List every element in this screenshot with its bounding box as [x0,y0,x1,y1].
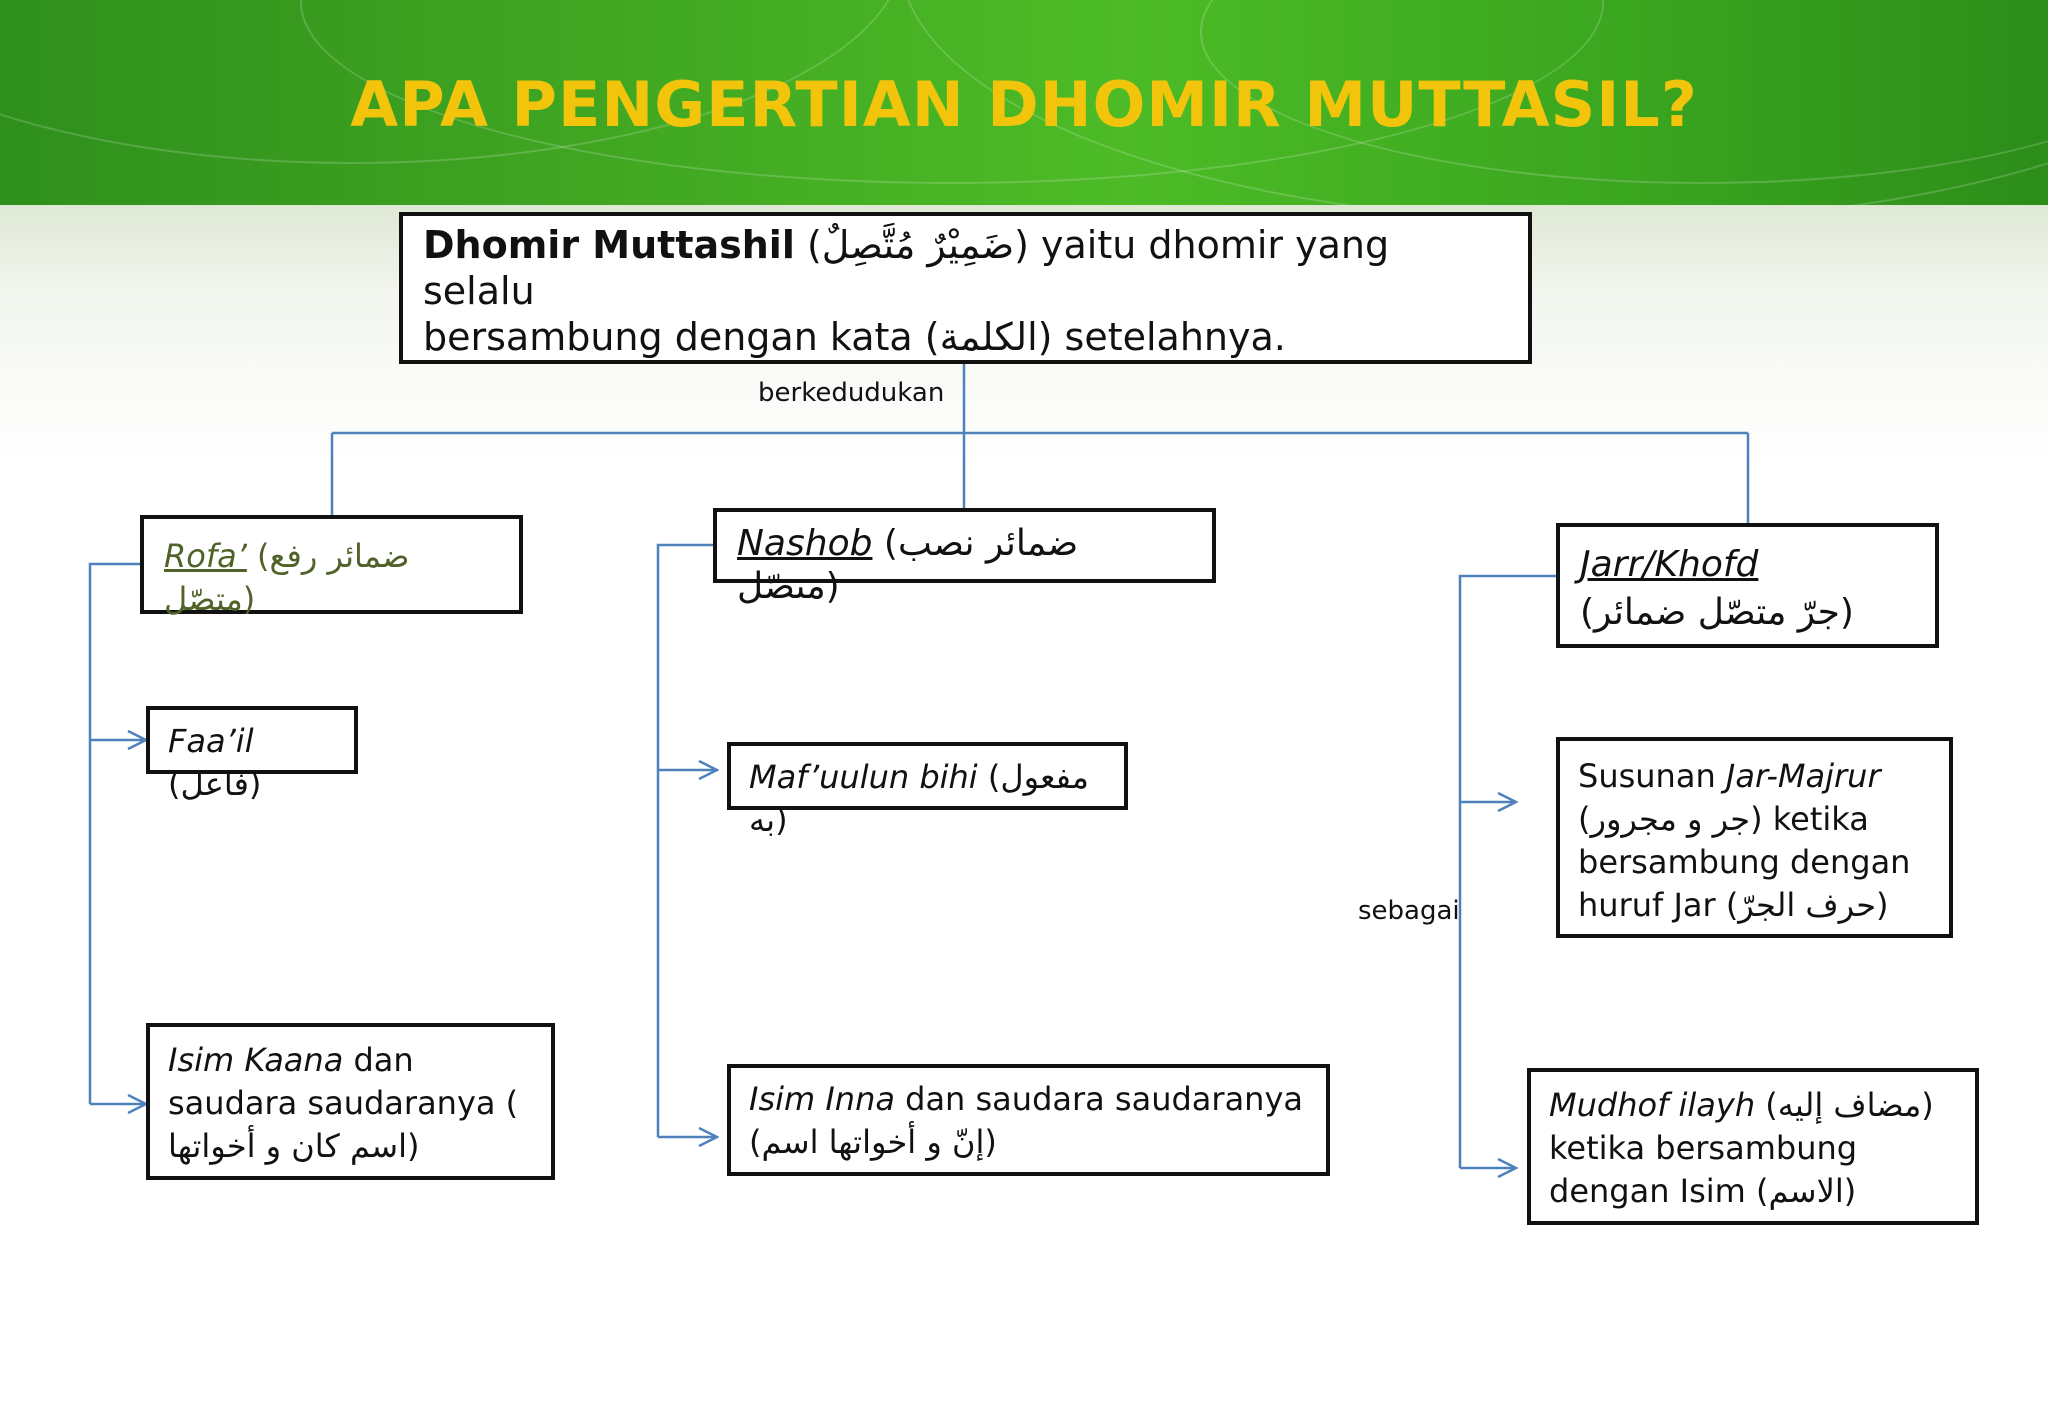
isim-inna-name: Isim Inna [749,1080,895,1118]
mudhof-arabic: (مضاف إليه) [1765,1086,1934,1124]
isim-inna-text: dan saudara saudaranya [894,1080,1303,1118]
susunan-prefix: Susunan [1578,757,1726,795]
jarr-name: Jarr/Khofd [1580,544,1759,585]
category-jarr [1556,523,1939,648]
definition-word-arabic: (الكلمة) [924,315,1053,359]
item-isim-kaana [146,1023,555,1180]
definition-box [399,212,1532,364]
isim-kaana-text: dan saudara saudaranya [168,1041,506,1122]
nashob-arabic: (ضمائر نصب متصّل) [737,523,1079,607]
rofa-arabic: (ضمائر رفع متصّل) [164,537,410,618]
mafuulun-arabic: (مفعول به) [749,758,1089,839]
label-sebagai: sebagai [1358,896,1460,926]
nashob-bracket [658,545,714,1137]
item-mudhof-ilayh [1527,1068,1979,1225]
page-title: APA PENGERTIAN DHOMIR MUTTASIL? [350,68,1698,141]
item-mafuulun-bihi [727,742,1128,839]
definition-term: Dhomir Muttashil [423,223,795,267]
mudhof-text: ketika bersambung dengan Isim [1549,1129,1858,1210]
nashob-name: Nashob [737,523,873,564]
category-nashob [713,508,1216,607]
isim-kaana-arabic: ( اسم كان و أخواتها) [168,1084,519,1165]
mudhof-name: Mudhof ilayh [1549,1086,1756,1124]
item-susunan-jar-majrur [1556,737,1953,938]
definition-text2: bersambung dengan kata [423,315,925,359]
item-isim-inna [727,1064,1330,1176]
isim-kaana-name: Isim Kaana [168,1041,344,1079]
rofa-bracket [90,564,142,1104]
susunan-arabic: (جر و مجرور) [1578,800,1763,838]
definition-term-arabic: (ضَمِيْرٌ مُتَّصِلٌ) [806,223,1029,267]
definition-text3: setelahnya. [1052,315,1286,359]
faail-arabic: (فاعل) [168,765,262,803]
rofa-name: Rofa’ [164,537,247,575]
item-faail [146,706,358,803]
susunan-name: Jar-Majrur [1725,757,1881,795]
label-berkedudukan: berkedudukan [758,378,945,408]
mudhof-arabic2: (الاسم) [1756,1172,1857,1210]
faail-name: Faa’il [168,722,254,760]
definition-text1: yaitu dhomir yang selalu [423,223,1390,313]
mafuulun-name: Maf’uulun bihi [749,758,978,796]
category-rofa [140,515,523,618]
jarr-arabic: (جرّ متصّل ضمائر) [1580,592,1854,633]
susunan-text: ketika bersambung dengan huruf Jar [1578,800,1911,924]
isim-inna-arabic: (إنّ و أخواتها اسم) [749,1123,997,1161]
susunan-arabic2: (حرف الجرّ) [1725,886,1889,924]
